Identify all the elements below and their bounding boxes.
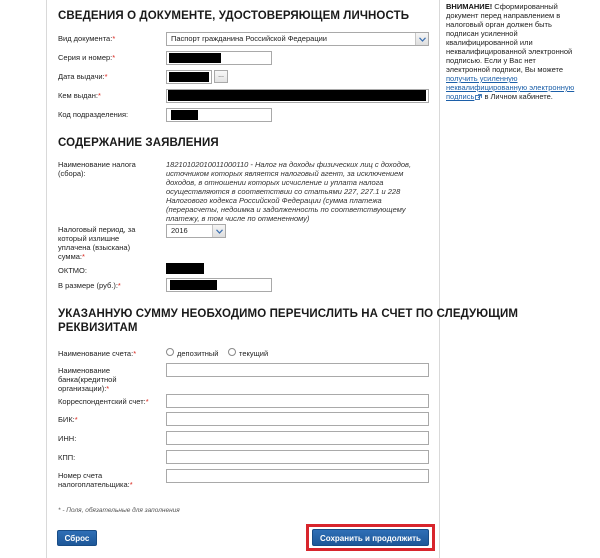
- calendar-button[interactable]: ...: [214, 70, 228, 83]
- bank-name-field[interactable]: [166, 363, 429, 377]
- corr-account-field[interactable]: [166, 394, 429, 408]
- amount-label: В размере (руб.):*: [58, 281, 121, 290]
- kpp-label: КПП:: [58, 453, 76, 462]
- signature-link-line1[interactable]: получить усиленную: [446, 74, 518, 83]
- doc-type-select[interactable]: [166, 32, 429, 46]
- issue-date-label: Дата выдачи:*: [58, 72, 108, 81]
- radio-deposit[interactable]: [166, 348, 174, 356]
- issued-by-label: Кем выдан:*: [58, 91, 101, 100]
- required-footnote: * - Поля, обязательные для заполнения: [58, 507, 180, 514]
- inn-field[interactable]: [166, 431, 429, 445]
- dept-code-label: Код подразделения:: [58, 110, 129, 119]
- chevron-down-icon[interactable]: [212, 225, 225, 237]
- series-label: Серия и номер:*: [58, 53, 116, 62]
- radio-current[interactable]: [228, 348, 236, 356]
- period-select[interactable]: [166, 224, 226, 238]
- bik-label: БИК:*: [58, 415, 78, 424]
- tax-name-label: Наименование налога (сбора):: [58, 160, 136, 178]
- signature-link-line2[interactable]: неквалифицированную электронную: [446, 83, 575, 92]
- taxpayer-account-field[interactable]: [166, 469, 429, 483]
- period-label: Налоговый период, за который излишне уплачена (взыскана) сумма:*: [58, 225, 136, 261]
- taxpayer-account-label: Номер счета налогоплательщика:*: [58, 471, 133, 489]
- redacted-issue-date: [169, 72, 209, 82]
- redacted-amount: [170, 280, 217, 290]
- bank-name-label: Наименование банка(кредитной организации):*: [58, 366, 117, 393]
- radio-deposit-label: депозитный: [177, 349, 219, 358]
- oktmo-label: ОКТМО:: [58, 266, 87, 275]
- reset-button[interactable]: Сброс: [57, 530, 97, 546]
- tax-name-value: 18210102010011000110 - Налог на доходы физических лиц с доходов, источником которых является налоговый агент, за исключением доходов, в отношении которых исчисление и уплата налога осуществляются в соответствии со статьями 227, 227.1 и 228 Налогового кодекса Российской Федерации (сумма платежа (перерасчеты, недоимка и задолженность по соответствующему платежу, в том числе по отмененному): [166, 160, 412, 223]
- inn-label: ИНН:: [58, 434, 77, 443]
- redacted-issued-by: [168, 90, 426, 101]
- redacted-dept-code: [171, 110, 198, 120]
- doc-section-title: СВЕДЕНИЯ О ДОКУМЕНТЕ, УДОСТОВЕРЯЮЩЕМ ЛИЧНОСТЬ: [58, 10, 410, 22]
- bik-field[interactable]: [166, 412, 429, 426]
- kpp-field[interactable]: [166, 450, 429, 464]
- chevron-down-icon[interactable]: [415, 33, 428, 45]
- signature-link-line3[interactable]: подпись: [446, 92, 475, 101]
- save-continue-button[interactable]: Сохранить и продолжить: [312, 529, 429, 546]
- radio-current-label: текущий: [239, 349, 269, 358]
- statement-section-title: СОДЕРЖАНИЕ ЗАЯВЛЕНИЯ: [58, 137, 219, 149]
- redacted-series: [169, 53, 221, 63]
- redacted-oktmo: [166, 263, 204, 274]
- period-value: 2016: [171, 226, 188, 235]
- doc-type-label: Вид документа:*: [58, 34, 116, 43]
- warning-title: ВНИМАНИЕ!: [446, 2, 493, 11]
- corr-account-label: Корреспондентский счет:*: [58, 397, 149, 406]
- doc-type-value: Паспорт гражданина Российской Федерации: [171, 34, 327, 43]
- account-type-label: Наименование счета:*: [58, 349, 137, 358]
- account-section-title: УКАЗАННУЮ СУММУ НЕОБХОДИМО ПЕРЕЧИСЛИТЬ НА СЧЕТ ПО СЛЕДУЮЩИМ РЕКВИЗИТАМ: [58, 308, 519, 334]
- sidebar-notice: ВНИМАНИЕ! Сформированный документ перед направлением в налоговый орган должен быть подписан усиленной квалифицированной или неквалифицированной электронной подписью. Если у Вас нет электронной подписи, Вы можете получить усиленную неквалифицированную электронную подпись в Личном кабинете.: [446, 2, 575, 101]
